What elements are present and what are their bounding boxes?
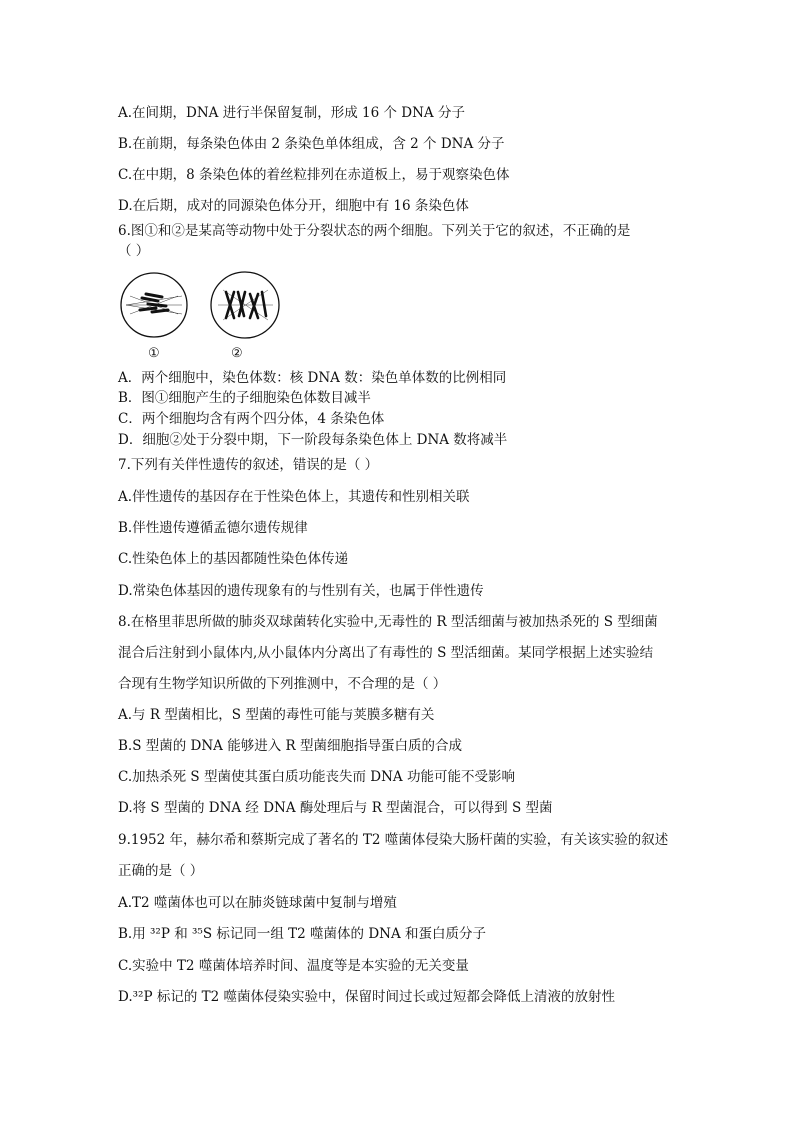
figure-label-2: ②	[231, 346, 243, 361]
q5-option-b: B.在前期，每条染色体由 2 条染色单体组成，含 2 个 DNA 分子	[118, 136, 505, 152]
cell-division-figure	[118, 268, 298, 368]
q5-option-c: C.在中期，8 条染色体的着丝粒排列在赤道板上，易于观察染色体	[118, 167, 510, 183]
q9-option-b: B.用 ³²P 和 ³⁵S 标记同一组 T2 噬菌体的 DNA 和蛋白质分子	[118, 926, 486, 942]
q8-option-d: D.将 S 型菌的 DNA 经 DNA 酶处理后与 R 型菌混合，可以得到 S 型菌	[118, 800, 553, 816]
q8-stem-line3: 合现有生物学知识所做的下列推测中，不合理的是（ ）	[118, 676, 447, 692]
q6-option-a: A．两个细胞中，染色体数：核 DNA 数：染色单体数的比例相同	[118, 370, 507, 386]
q5-option-a: A.在间期，DNA 进行半保留复制，形成 16 个 DNA 分子	[118, 105, 465, 121]
cell-1-drawing	[121, 273, 187, 337]
q9-option-c: C.实验中 T2 噬菌体培养时间、温度等是本实验的无关变量	[118, 958, 469, 974]
q7-option-b: B.伴性遗传遵循孟德尔遗传规律	[118, 520, 308, 536]
q7-option-a: A.伴性遗传的基因存在于性染色体上，其遗传和性别相关联	[118, 489, 470, 505]
q7-option-d: D.常染色体基因的遗传现象有的与性别有关，也属于伴性遗传	[118, 583, 484, 599]
q8-stem-line2: 混合后注射到小鼠体内,从小鼠体内分离出了有毒性的 S 型活细菌。某同学根据上述实验结	[118, 645, 654, 661]
cells-illustration	[118, 268, 298, 368]
q6-option-c: C．两个细胞均含有两个四分体，4 条染色体	[118, 411, 385, 427]
q8-option-c: C.加热杀死 S 型菌使其蛋白质功能丧失而 DNA 功能可能不受影响	[118, 769, 515, 785]
q6-stem-line1: 6.图①和②是某高等动物中处于分裂状态的两个细胞。下列关于它的叙述，不正确的是	[118, 223, 631, 239]
q7-stem: 7.下列有关伴性遗传的叙述，错误的是（ ）	[118, 457, 379, 473]
q6-option-d: D．细胞②处于分裂中期，下一阶段每条染色体上 DNA 数将减半	[118, 432, 508, 448]
q6-stem-line2: （ ）	[118, 243, 150, 259]
q9-stem-line1: 9.1952 年，赫尔希和蔡斯完成了著名的 T2 噬菌体侵染大肠杆菌的实验，有关该实验的叙述	[118, 832, 669, 848]
q6-option-b: B．图①细胞产生的子细胞染色体数目减半	[118, 390, 371, 406]
figure-label-1: ①	[148, 346, 160, 361]
q8-option-a: A.与 R 型菌相比，S 型菌的毒性可能与荚膜多糖有关	[118, 707, 435, 723]
q9-stem-line2: 正确的是（ ）	[118, 863, 204, 879]
cell-2-drawing	[211, 272, 279, 338]
q5-option-d: D.在后期，成对的同源染色体分开，细胞中有 16 条染色体	[118, 198, 469, 214]
q9-option-d: D.³²P 标记的 T2 噬菌体侵染实验中，保留时间过长或过短都会降低上清液的放射性	[118, 989, 616, 1005]
q8-option-b: B.S 型菌的 DNA 能够进入 R 型菌细胞指导蛋白质的合成	[118, 738, 462, 754]
q7-option-c: C.性染色体上的基因都随性染色体传递	[118, 551, 349, 567]
q9-option-a: A.T2 噬菌体也可以在肺炎链球菌中复制与增殖	[118, 895, 397, 911]
q8-stem-line1: 8.在格里菲思所做的肺炎双球菌转化实验中,无毒性的 R 型活细菌与被加热杀死的 S 型细菌	[118, 614, 658, 630]
